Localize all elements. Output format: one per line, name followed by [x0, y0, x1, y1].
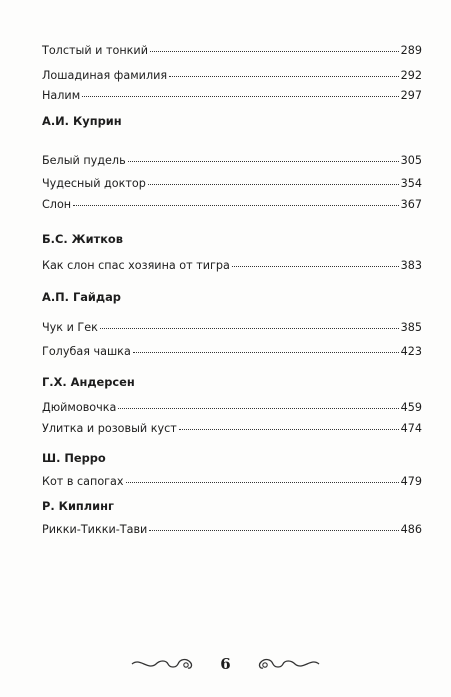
toc-entry-page: 474: [400, 422, 422, 435]
dot-leader: [148, 183, 399, 185]
toc-entry[interactable]: [42, 523, 422, 537]
dot-leader: [100, 327, 399, 329]
toc-entry[interactable]: [42, 69, 422, 83]
toc-author-heading: Г.Х. Андерсен: [42, 375, 135, 389]
toc-entry-page: 289: [400, 44, 422, 57]
toc-entry-title: Слон: [42, 198, 72, 211]
toc-entry-title: Белый пудель: [42, 154, 126, 167]
toc-entry-title: Налим: [42, 89, 81, 102]
toc-entry-title: Дюймовочка: [42, 401, 117, 414]
toc-author-heading: А.И. Куприн: [42, 114, 122, 128]
ornament-left-icon: [130, 653, 200, 675]
dot-leader: [169, 75, 399, 77]
toc-entry-title: Рикки-Тикки-Тави: [42, 523, 148, 536]
toc-entry-page: 305: [400, 154, 422, 167]
dot-leader: [126, 481, 399, 483]
toc-entry-page: 367: [400, 198, 422, 211]
toc-entry-title: Лошадиная фамилия: [42, 69, 168, 82]
dot-leader: [82, 95, 399, 97]
toc-entry-page: 423: [400, 345, 422, 358]
toc-entry[interactable]: [42, 198, 422, 212]
toc-entry-title: Чудесный доктор: [42, 177, 146, 190]
toc-author-heading: Р. Киплинг: [42, 499, 114, 513]
toc-entry[interactable]: [42, 89, 422, 103]
ornament-right-icon: [251, 653, 321, 675]
toc-entry[interactable]: [42, 345, 422, 359]
dot-leader: [232, 265, 399, 267]
toc-entry[interactable]: [42, 475, 422, 489]
toc-entry-page: 297: [400, 89, 422, 102]
dot-leader: [118, 407, 398, 409]
toc-entry-title: Чук и Гек: [42, 321, 98, 334]
toc-entry[interactable]: [42, 259, 422, 273]
toc-author-heading: Ш. Перро: [42, 451, 106, 465]
toc-entry[interactable]: [42, 401, 422, 415]
toc-entry[interactable]: [42, 154, 422, 168]
toc-entry-title: Кот в сапогах: [42, 475, 124, 488]
toc-entry-title: Как слон спас хозяина от тигра: [42, 259, 230, 272]
toc-entry-title: Голубая чашка: [42, 345, 131, 358]
toc-entry-title: Толстый и тонкий: [42, 44, 148, 57]
dot-leader: [149, 529, 398, 531]
toc-entry-title: Улитка и розовый куст: [42, 422, 177, 435]
toc-entry-page: 354: [400, 177, 422, 190]
toc-entry-page: 292: [400, 69, 422, 82]
toc-entry[interactable]: [42, 422, 422, 436]
toc-entry-page: 385: [400, 321, 422, 334]
toc-entry[interactable]: [42, 177, 422, 191]
toc-entry-page: 459: [400, 401, 422, 414]
dot-leader: [150, 50, 399, 52]
page-footer: [0, 653, 451, 675]
toc-author-heading: Б.С. Житков: [42, 232, 123, 246]
page-number: 6: [220, 655, 231, 673]
dot-leader: [73, 204, 399, 206]
toc-entry-page: 383: [400, 259, 422, 272]
toc-entry[interactable]: [42, 44, 422, 58]
toc-author-heading: А.П. Гайдар: [42, 290, 121, 304]
toc-entry-page: 479: [400, 475, 422, 488]
dot-leader: [179, 428, 399, 430]
toc-entry[interactable]: [42, 321, 422, 335]
toc-entry-page: 486: [400, 523, 422, 536]
dot-leader: [133, 351, 399, 353]
dot-leader: [128, 160, 399, 162]
